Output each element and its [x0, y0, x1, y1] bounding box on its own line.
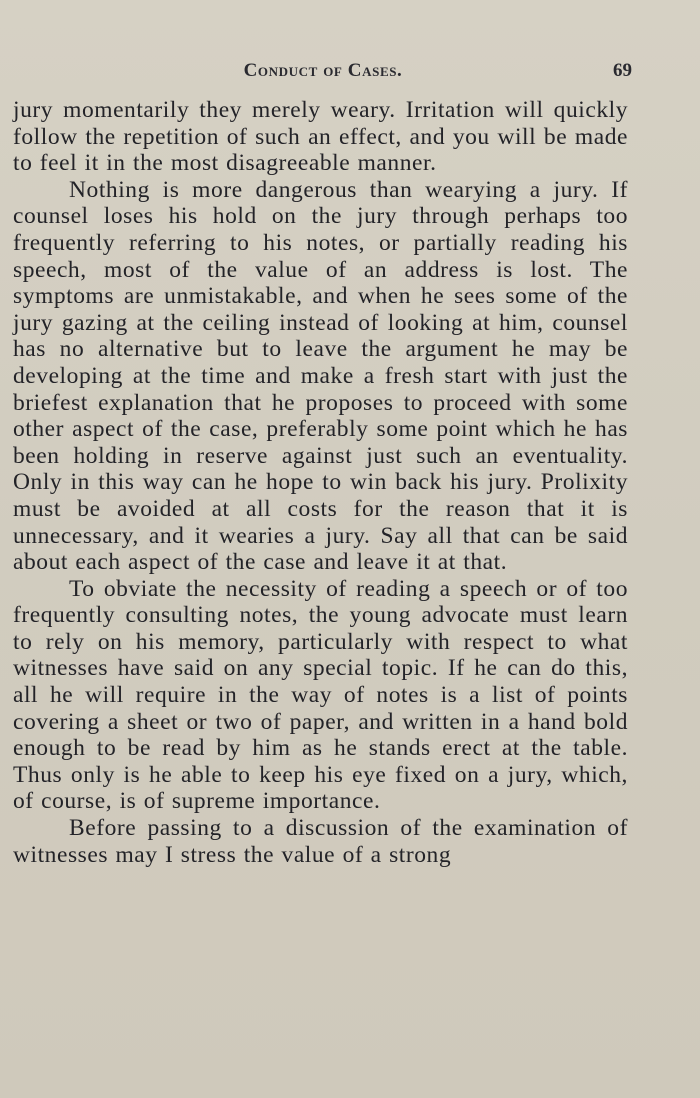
- running-title: Conduct of Cases.: [243, 60, 403, 81]
- paragraph: Nothing is more dangerous than wearying a jury. If counsel loses his hold on the jury through perhaps too frequently referring to his notes, or partially reading his speech, most of the value of an address is lost. The symptoms are unmistakable, and when he sees some of the jury gazing at the ceiling instead of looking at him, counsel has no alternative but to leave the argument he may be developing at the time and make a fresh start with just the briefest explanation that he proposes to proceed with some other aspect of the case, preferably some point which he has been holding in reserve against just such an eventuality. Only in this way can he hope to win back his jury. Prolixity must be avoided at all costs for the reason that it is unnecessary, and it wearies a jury. Say all that can be said about each aspect of the case and leave it at that.: [13, 176, 628, 576]
- paragraph: To obviate the necessity of reading a speech or of too frequently consulting notes, the young advocate must learn to rely on his memory, particularly with respect to what witnesses have said on any special topic. If he can do this, all he will require in the way of notes is a list of points covering a sheet or two of paper, and written in a hand bold enough to be read by him as he stands erect at the table. Thus only is he able to keep his eye fixed on a jury, which, of course, is of supreme importance.: [13, 575, 628, 815]
- page-number: 69: [613, 60, 632, 81]
- paragraph-continued: jury momentarily they merely weary. Irritation will quickly follow the repetition of such an effect, and you will be made to feel it in the most disagreeable manner.: [13, 97, 628, 177]
- paragraph: Before passing to a discussion of the examination of witnesses may I stress the value of a strong: [13, 815, 628, 868]
- body-text: [13, 97, 628, 868]
- page-header: [14, 58, 632, 88]
